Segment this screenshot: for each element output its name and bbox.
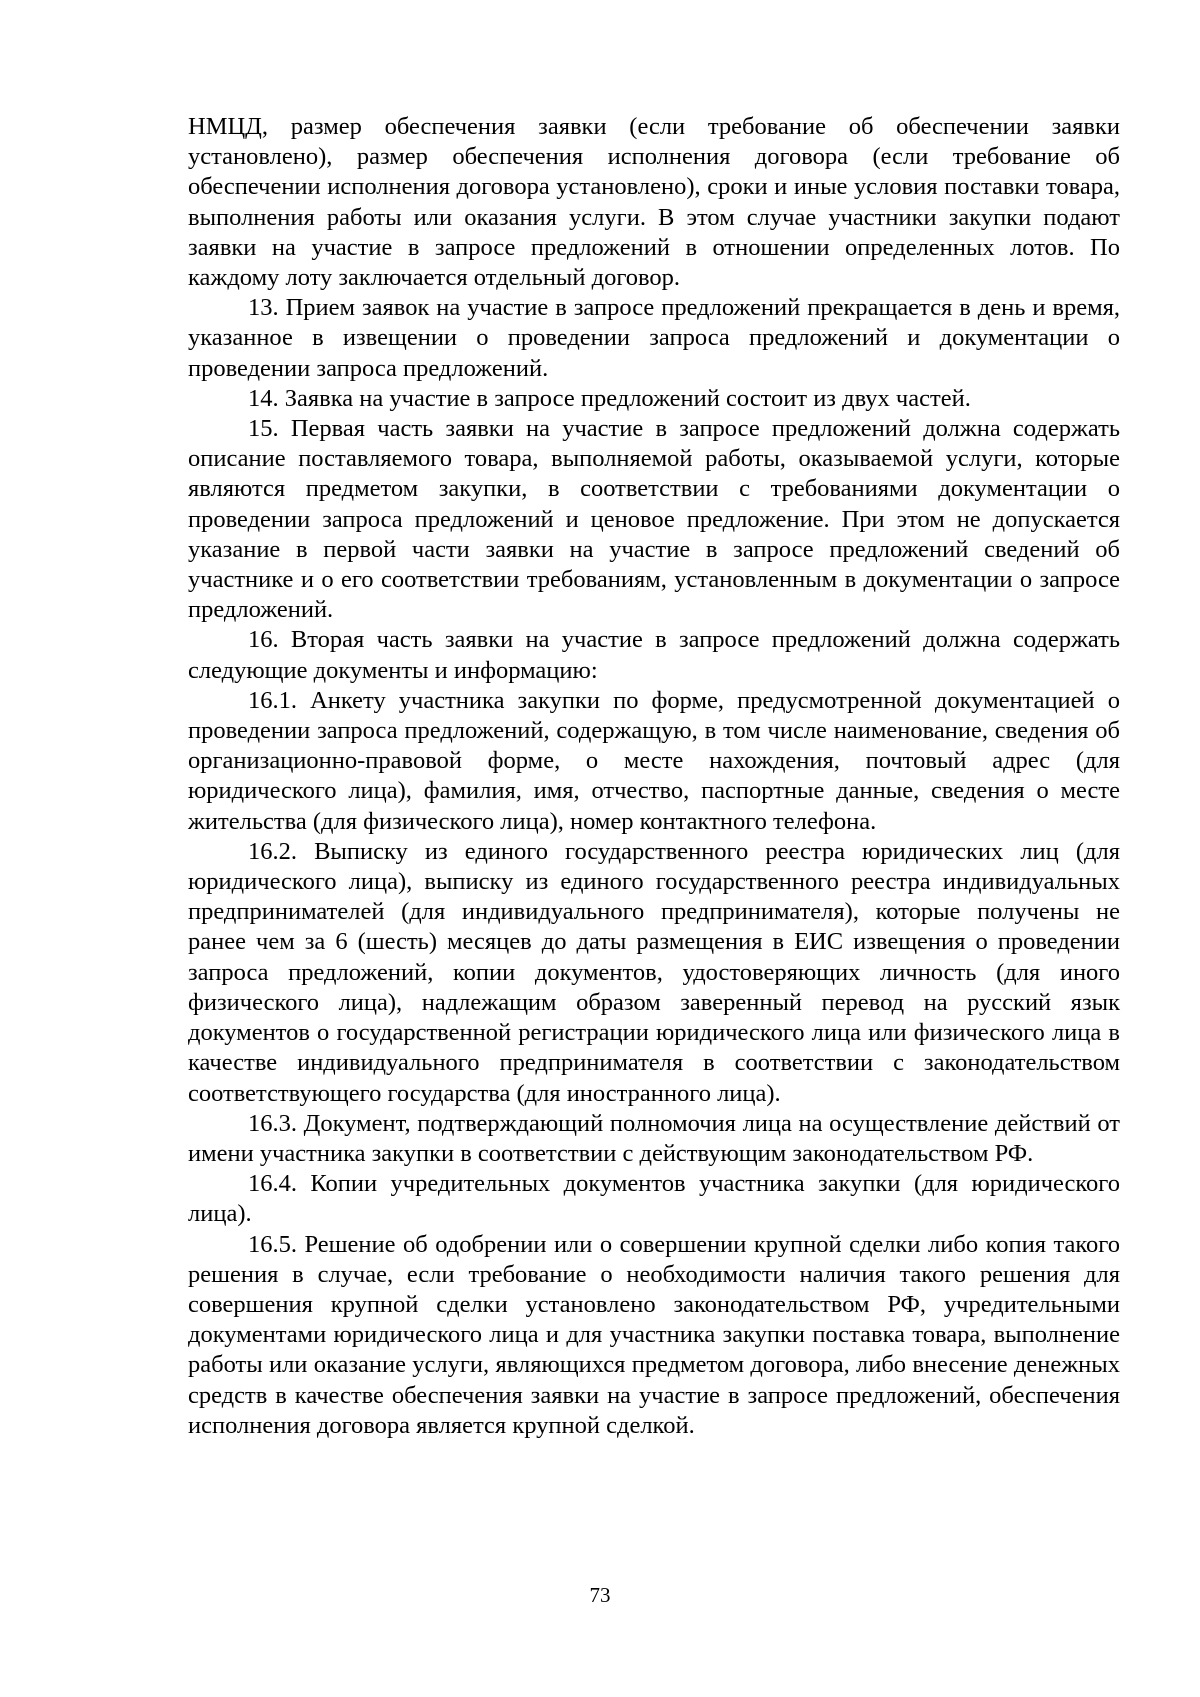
paragraph-16-5: 16.5. Решение об одобрении или о совершении крупной сделки либо копия такого решения в случае, если требование о необходимости наличия такого решения для совершения крупной сделки установлено законодательством РФ, учредительными документами юридического лица и для участника закупки поставка товара, выполнение работы или оказание услуги, являющихся предметом договора, либо внесение денежных средств в качестве обеспечения заявки на участие в запросе предложений, обеспечения исполнения договора является крупной сделкой.: [188, 1230, 1120, 1439]
paragraph-16-1: 16.1. Анкету участника закупки по форме, предусмотренной документацией о проведении запроса предложений, содержащую, в том числе наименование, сведения об организационно-правовой форме, о месте нахождения, почтовый адрес (для юридического лица), фамилия, имя, отчество, паспортные данные, сведения о месте жительства (для физического лица), номер контактного телефона.: [188, 686, 1120, 835]
page-number: 73: [589, 1583, 611, 1607]
paragraph-13: 13. Прием заявок на участие в запросе предложений прекращается в день и время, указанное в извещении о проведении запроса предложений и документации о проведении запроса предложений.: [188, 294, 1120, 382]
paragraph-16-4: 16.4. Копии учредительных документов участника закупки (для юридического лица).: [188, 1170, 1120, 1228]
paragraph-16: 16. Вторая часть заявки на участие в запросе предложений должна содержать следующие документы и информацию:: [188, 626, 1120, 684]
paragraph-16-2: 16.2. Выписку из единого государственного реестра юридических лиц (для юридического лица), выписку из единого государственного реестра индивидуальных предпринимателей (для индивидуального предпринимателя), которые получены не ранее чем за 6 (шесть) месяцев до даты размещения в ЕИС извещения о проведении запроса предложений, копии документов, удостоверяющих личность (для иного физического лица), надлежащим образом заверенный перевод на русский язык документов о государственной регистрации юридического лица или физического лица в качестве индивидуального предпринимателя в соответствии с законодательством соответствующего государства (для иностранного лица).: [188, 837, 1120, 1107]
paragraph-16-3: 16.3. Документ, подтверждающий полномочия лица на осуществление действий от имени участника закупки в соответствии с действующим законодательством РФ.: [188, 1109, 1120, 1167]
paragraph-14: 14. Заявка на участие в запросе предложений состоит из двух частей.: [248, 384, 971, 412]
paragraph-15: 15. Первая часть заявки на участие в запросе предложений должна содержать описание поставляемого товара, выполняемой работы, оказываемой услуги, которые являются предметом закупки, в соответствии с требованиями документации о проведении запроса предложений и ценовое предложение. При этом не допускается указание в первой части заявки на участие в запросе предложений сведений об участнике и о его соответствии требованиям, установленным в документации о запросе предложений.: [188, 415, 1120, 624]
document-body: [188, 112, 1120, 1441]
paragraph-continuation: НМЦД, размер обеспечения заявки (если требование об обеспечении заявки установлено), размер обеспечения исполнения договора (если требование об обеспечении исполнения договора установлено), сроки и иные условия поставки товара, выполнения работы или оказания услуги. В этом случае участники закупки подают заявки на участие в запросе предложений в отношении определенных лотов. По каждому лоту заключается отдельный договор.: [188, 113, 1120, 292]
